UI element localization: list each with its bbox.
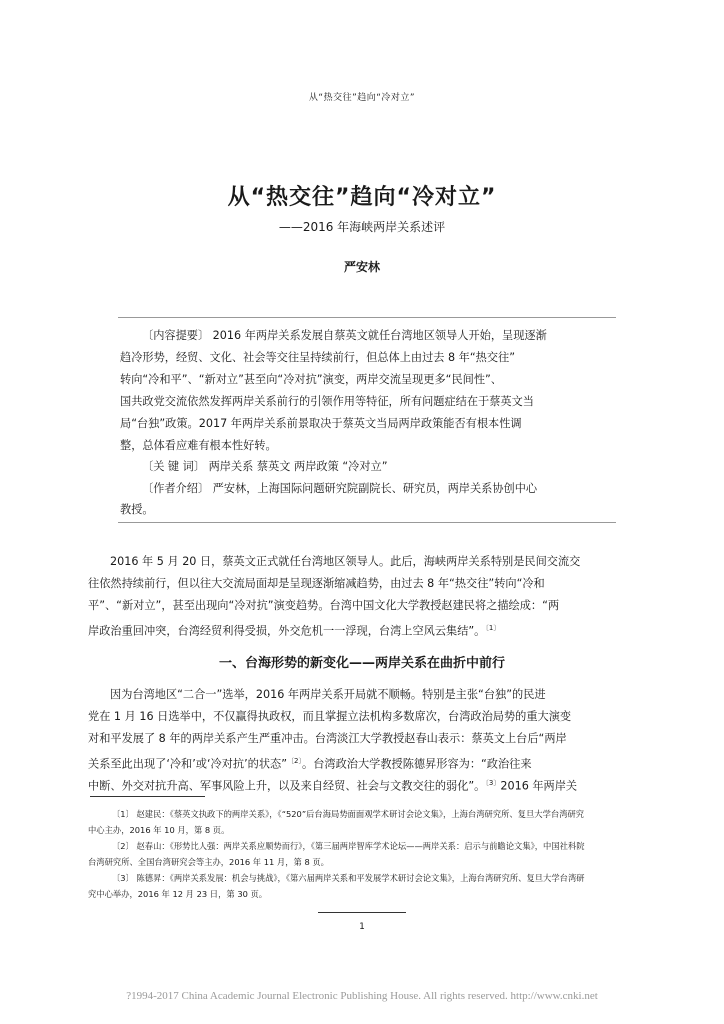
abstract-line: 趋冷形势，经贸、文化、社会等交往呈持续前行，但总体上由过去 8 年“热交往”	[120, 351, 516, 364]
abstract-line: 国共政党交流依然发挥两岸关系前行的引领作用等特征，所有问题症结在于蔡英文当	[120, 395, 534, 408]
abstract-line: 〔内容提要〕 2016 年两岸关系发展自蔡英文就任台湾地区领导人开始，呈现逐渐	[142, 329, 547, 342]
abstract-line: 局“台独”政策。2017 年两岸关系前景取决于蔡英文当局两岸政策能否有根本性调	[120, 417, 522, 430]
author-intro-line: 〔作者介绍〕 严安林，上海国际问题研究院副院长、研究员，两岸关系协创中心	[142, 482, 538, 495]
footnote-line: 〔2〕 赵春山：《形势比人强：两岸关系应顺势而行》，《第三届两岸智库学术论坛——两岸关系：启示与前瞻论文集》，中国社科院	[112, 841, 585, 851]
intro-text: 岸政治重回冲突，台湾经贸利得受损，外交危机一一浮现，台湾上空风云集结”。	[88, 624, 486, 638]
article-subtitle: ——2016 年海峡两岸关系述评	[278, 220, 446, 234]
copyright-footer: ?1994-2017 China Academic Journal Electronic Publishing House. All rights reserved. http://www.cnki.net	[126, 990, 598, 1002]
author-name: 严安林	[343, 260, 380, 274]
keywords-line: 〔关 键 词〕 两岸关系 蔡英文 两岸政策 “冷对立”	[142, 460, 388, 473]
abstract-line: 整，总体看应难有根本性好转。	[120, 439, 277, 452]
intro-line: 平”、“新对立”，甚至出现向“冷对抗”演变趋势。台湾中国文化大学教授赵建民将之描绘成：“两	[88, 599, 560, 612]
page-number-rule	[318, 912, 406, 913]
abstract-line: 转向“冷和平”、“新对立”甚至向“冷对抗”演变，两岸交流呈现更多“民间性”、	[120, 373, 502, 386]
footnote-divider	[90, 796, 205, 797]
author-intro-line: 教授。	[120, 503, 154, 516]
intro-line	[88, 617, 640, 643]
intro-line: 2016 年 5 月 20 日，蔡英文正式就任台湾地区领导人。此后，海峡两岸关系特别是民间交流交	[110, 555, 581, 568]
footnote-line: 究中心举办，2016 年 12 月 23 日，第 30 页。	[88, 889, 268, 899]
article-title: 从“热交往”趋向“冷对立”	[227, 185, 497, 210]
section-text: 。台湾政治大学教授陈德昇形容为：“政治往来	[302, 757, 532, 771]
section-heading: 一、台海形势的新变化——两岸关系在曲折中前行	[218, 656, 505, 671]
section-text: 2016 年两岸关	[500, 779, 578, 793]
section-line: 因为台湾地区“二合一”选举，2016 年两岸关系开局就不顺畅。特别是主张“台独”的民进	[110, 688, 546, 701]
section-line: 对和平发展了 8 年的两岸关系产生严重冲击。台湾淡江大学教授赵春山表示：蔡英文上台后“两岸	[88, 732, 567, 745]
footnote-ref-2[interactable]: 〔2〕	[287, 757, 302, 765]
page-number: 1	[359, 922, 365, 932]
intro-line: 往依然持续前行，但以往大交流局面却是呈现逐渐缩减趋势，由过去 8 年“热交往”转向“冷和	[88, 577, 545, 590]
footnote-line: 〔1〕 赵建民：《蔡英文执政下的两岸关系》，《“520”后台海局势面面观学术研讨会论文集》，上海台湾研究所、复旦大学台湾研究	[112, 809, 585, 819]
footnote-line: 〔3〕 陈德昇：《两岸关系发展：机会与挑战》，《第六届两岸关系和平发展学术研讨会论文集》，上海台湾研究所、复旦大学台湾研	[112, 873, 585, 883]
section-text: 中断、外交对抗升高、军事风险上升，以及来自经贸、社会与文教交往的弱化”。	[88, 779, 486, 793]
running-head: 从“热交往”趋向“冷对立”	[308, 93, 416, 103]
footnote-line: 台湾研究所、全国台湾研究会等主办，2016 年 11 月，第 8 页。	[88, 857, 329, 867]
section-line: 党在 1 月 16 日选举中，不仅赢得执政权，而且掌握立法机构多数席次，台湾政治局势的重大演变	[88, 710, 572, 723]
footnote-line: 中心主办，2016 年 10 月，第 8 页。	[88, 825, 230, 835]
footnote-ref-1[interactable]: 〔1〕	[485, 624, 501, 632]
section-line	[88, 772, 640, 798]
section-text: 关系至此出现了‘冷和’或‘冷对抗’的状态”	[88, 757, 288, 771]
footnote-ref-3[interactable]: 〔3〕	[485, 779, 501, 787]
